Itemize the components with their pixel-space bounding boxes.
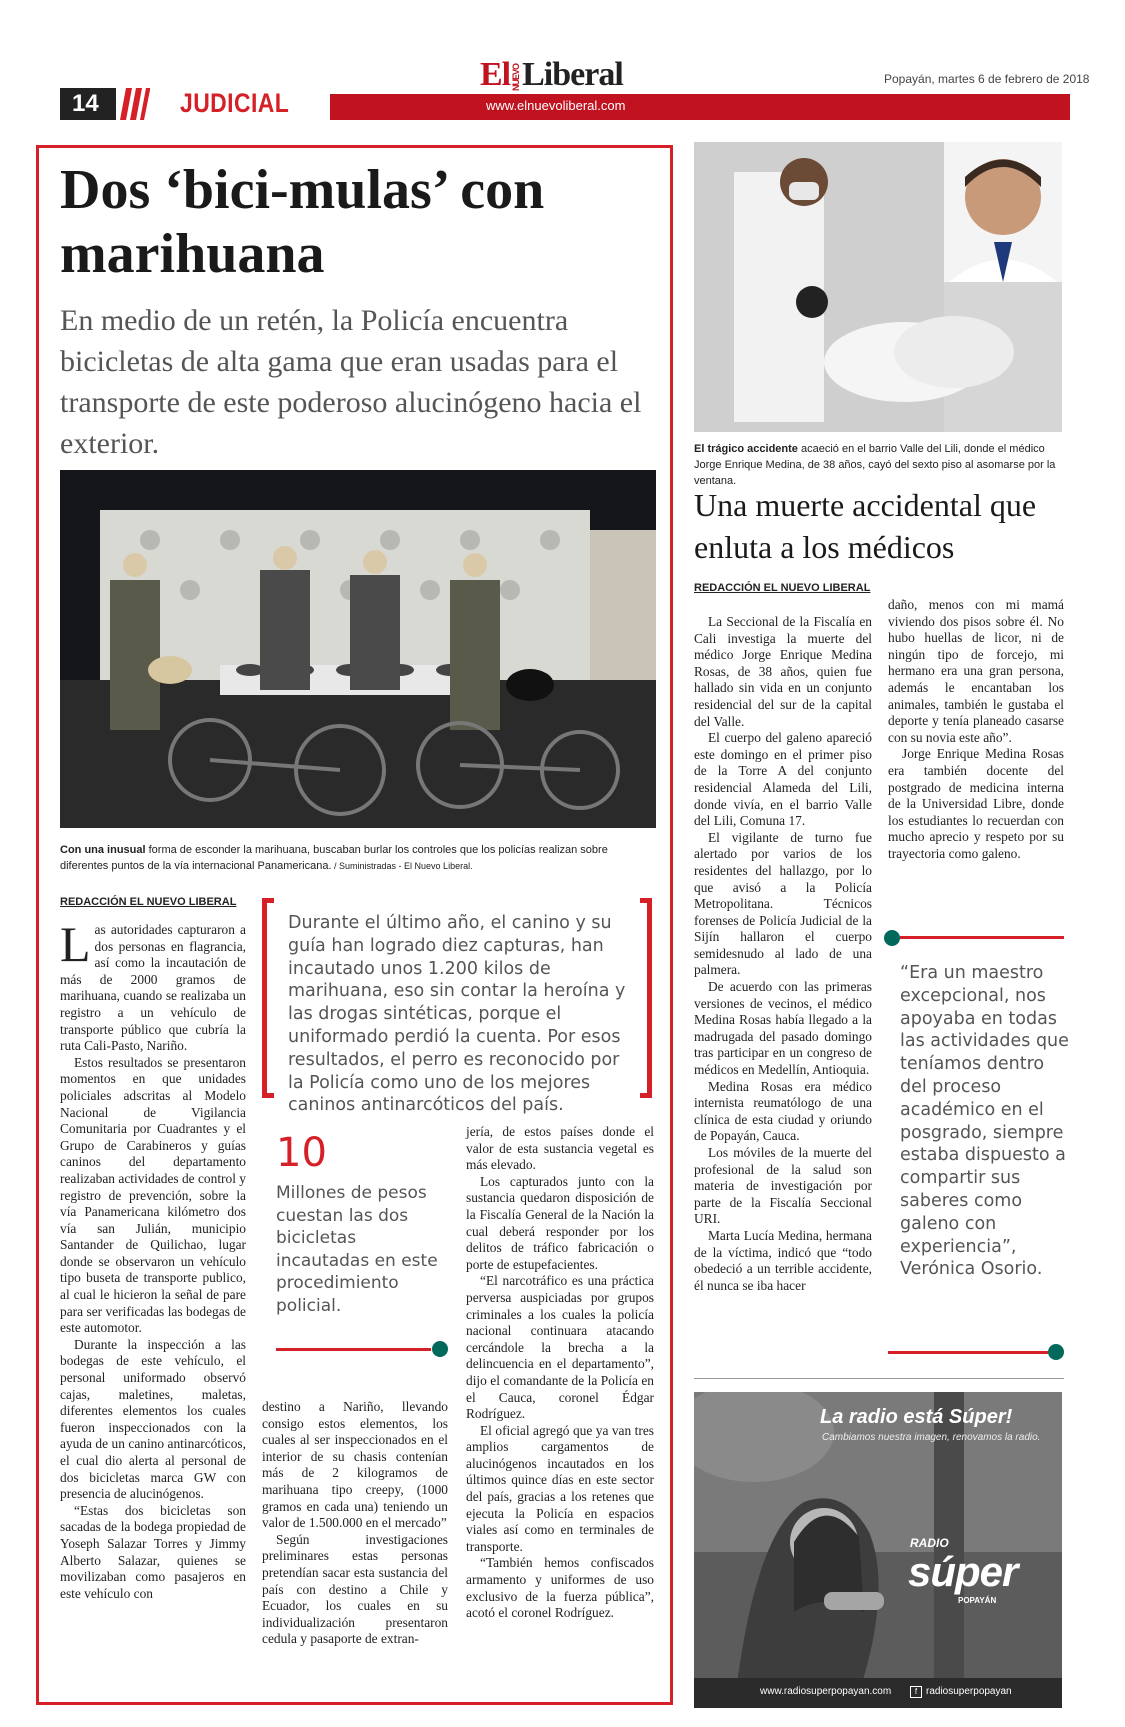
stat-divider: [276, 1348, 431, 1351]
main-photo-caption: Con una inusual forma de esconder la marihuana, buscaban burlar los controles que los policías realizan sobre diferentes puntos de la vía internacional Panamericana. / Suministradas - El Nuevo Liberal.: [60, 844, 608, 872]
main-article-column-3: [466, 1124, 654, 1622]
main-byline: REDACCIÓN EL NUEVO LIBERAL: [60, 896, 237, 908]
paragraph: Jorge Enrique Medina Rosas era también docente del postgrado de medicina interna de la Universidad Libre, donde los estudiantes lo recuerdan con mucho aprecio y respeto por su trayectoria como galeno.: [888, 746, 1064, 861]
ad-brand-city: POPAYÁN: [958, 1596, 997, 1605]
paragraph: jería, de estos países donde el valor de esta sustancia vegetal es más elevado.: [466, 1124, 654, 1173]
section-stripes: [116, 88, 150, 120]
main-headline: Dos ‘bici-mulas’ con marihuana: [60, 159, 545, 285]
quote-dot-icon: [884, 930, 900, 946]
side-article-column-2: [888, 597, 1064, 863]
dateline: Popayán, martes 6 de febrero de 2018: [884, 72, 1090, 86]
paragraph: El oficial agregó que ya van tres amplios cargamentos de alucinógenos incautados en los últimos quince días en este sector del país, gracias a los retenes que ejecuta la Policía en espacios viales así como en terminales de transporte.: [466, 1422, 654, 1554]
doctor-accident-photo: [694, 142, 1062, 432]
ad-subtitle: Cambiamos nuestra imagen, renovamos la radio.: [822, 1432, 1041, 1443]
ad-facebook-link[interactable]: f radiosuperpopayan: [910, 1686, 1012, 1698]
stat-dot-icon: [432, 1341, 448, 1357]
header-red-bar: [330, 94, 1070, 120]
side-headline: Una muerte accidental que enluta a los médicos: [694, 487, 1037, 565]
quote-divider: [900, 936, 1064, 939]
section-divider: [694, 1378, 1064, 1379]
paragraph: El vigilante de turno fue alertado por varios de los residentes del hallazgo, por lo que avisó a la Policía Metropolitana. Técnicos forenses de Policía Judicial de la Sijín hallaron el cuerpo semidesnudo al lado de una palmera.: [694, 829, 872, 978]
ad-brand-radio: RADIO: [910, 1536, 949, 1550]
pull-quote-bracket-right: [640, 898, 652, 1098]
stat-number: 10: [276, 1130, 327, 1176]
section-title: JUDICIAL: [180, 88, 290, 118]
paragraph: Durante la inspección a las bodegas de este vehículo, el personal uniformado observó cajas, maletines, maletas, diferentes elementos los cuales fueron inspeccionados con la ayuda de un canino antinarcóticos, el cual dio alerta al personal de dos bicicletas marca GW con presencia de alucinógenos.: [60, 1336, 246, 1502]
paragraph: Los móviles de la muerte del profesional de la salud son materia de investigación por parte de la Fiscalía Seccional URI.: [694, 1145, 872, 1227]
paragraph: Los capturados junto con la sustancia quedaron disposición de la Fiscalía General de la Nación la cual deberá responder por los delitos de tráfico fabricación o porte de estupefacientes.: [466, 1173, 654, 1272]
pull-quote-bracket-left: [262, 898, 274, 1098]
ad-brand-logo: súper: [908, 1548, 1018, 1595]
website-link[interactable]: www.elnuevoliberal.com: [486, 98, 626, 113]
paragraph: El cuerpo del galeno apareció este domingo en el primer piso de la Torre A del conjunto residencial Alameda del Lili, donde vivía, en el barrio Valle del Lili, Comuna 17.: [694, 730, 872, 829]
newspaper-logo: ElNUEVOLiberal: [480, 56, 623, 93]
drop-cap: L: [60, 916, 91, 972]
police-bicycles-photo: [60, 470, 656, 828]
side-quote: “Era un maestro excepcional, nos apoyaba en todas las actividades que teníamos dentro del proceso académico en el posgrado, siempre estaba dispuesto a compartir sus saberes como galeno con experiencia”, Verónica Osorio.: [900, 963, 1069, 1280]
main-article-column-1: [60, 916, 246, 1602]
paragraph: daño, menos con mi mamá viviendo dos pisos sobre él. No hubo huellas de licor, ni de ningún tipo de forcejo, mi hermano era una gran persona, además le encantaban los animales, también le gustaba el deporte y tenía planeado casarse con su novia este año”.: [888, 597, 1064, 745]
paragraph: Estos resultados se presentaron momentos en que unidades policiales adscritas al Modelo Nacional de Vigilancia Comunitaria por Cuadrantes y el Grupo de Carabineros y guías caninos del departamento realizaban actividades de control y registro de prevención, sobre la vía Panamericana kilómetro dos vía san Julián, municipio Santander de Quilichao, lugar donde se observaron un vehículo tipo buseta de transporte publico, al cual le hicieron la señal de pare para ser verificadas las bodegas de este automotor.: [60, 1054, 246, 1336]
paragraph: destino a Nariño, llevando consigo estos elementos, los cuales al ser inspeccionados en el interior de su chasis contenían más de 2 kilogramos de marihuana tipo creepy, (1000 gramos en cada una) teniendo un valor de 1.500.000 en el mercado”: [262, 1399, 448, 1531]
paragraph: Según investigaciones preliminares estas personas pretendían sacar esta sustancia del país con destino a Chile y Ecuador, los cuales en su individualización presentaron cedula y pasaporte de extran-: [262, 1531, 448, 1647]
side-photo-caption: El trágico accidente acaeció en el barrio Valle del Lili, donde el médico Jorge Enrique Medina, de 38 años, cayó del sexto piso al asomarse por la ventana.: [694, 443, 1056, 487]
paragraph: De acuerdo con las primeras versiones de vecinos, el médico Medina Rosas había llegado a la madrugada del pasado domingo tras participar en un congreso de médicos en Medellín, Antioquia.: [694, 979, 872, 1078]
paragraph: Marta Lucía Medina, hermana de la víctima, indicó que “todo obedeció a un terrible accidente, él nunca se iba hacer: [694, 1227, 872, 1293]
paragraph: La Seccional de la Fiscalía en Cali investiga la muerte del médico Jorge Enrique Medina Rosas, de 38 años, quien fue hallado sin vida en un conjunto residencial del sur de la capital del Valle.: [694, 614, 872, 729]
page-number: 14: [60, 88, 116, 120]
ad-url-link[interactable]: www.radiosuperpopayan.com: [760, 1686, 892, 1697]
ad-title: La radio está Súper!: [820, 1406, 1013, 1428]
pull-quote: Durante el último año, el canino y su guía han logrado diez capturas, han incautado unos 1.200 kilos de marihuana, eso sin contar la heroína y las drogas sintéticas, porque el uniformado perdió la cuenta. Por esos resultados, el perro es reconocido por la Policía como uno de los mejores caninos antinarcóticos del país.: [288, 913, 626, 1116]
main-article-column-2: [262, 1399, 448, 1648]
quote-divider-bottom: [888, 1351, 1048, 1354]
side-article-column-1: [694, 614, 872, 1294]
paragraph: “También hemos confiscados armamento y uniformes de uso exclusivo de la fuerza pública”, acotó el coronel Rodríguez.: [466, 1555, 654, 1621]
paragraph: Medina Rosas era médico internista reumatólogo de una clínica de esta ciudad y oriundo de Popayán, Cauca.: [694, 1078, 872, 1144]
paragraph: “Estas dos bicicletas son sacadas de la bodega propiedad de Yoseph Salazar Torres y Jimmy Alberto Salazar, quienes se movilizaban como pasajeros en este vehículo con: [60, 1502, 246, 1601]
stat-text: Millones de pesos cuestan las dos bicicletas incautadas en este procedimiento policial.: [276, 1183, 438, 1316]
facebook-icon: f: [910, 1686, 922, 1698]
paragraph: “El narcotráfico es una práctica perversa auspiciadas por grupos criminales a los cuales la policía nacional continuara atacando cercándole la brecha a la delincuencia en el departamento”, dijo el comandante de la Policía en el Cauca, coronel Édgar Rodríguez.: [466, 1273, 654, 1422]
quote-dot-icon-bottom: [1048, 1344, 1064, 1360]
main-deck: En medio de un retén, la Policía encuentra bicicletas de alta gama que eran usadas para el transporte de este poderoso alucinógeno hacia el exterior.: [60, 304, 642, 460]
side-byline: REDACCIÓN EL NUEVO LIBERAL: [694, 582, 871, 594]
paragraph: Las autoridades capturaron a dos personas en flagrancia, así como la incautación de más de 2000 gramos de marihuana, cuando se realizaba un registro a un vehículo de transporte público que cubría la ruta Cali-Pasto, Nariño.: [60, 916, 246, 1054]
